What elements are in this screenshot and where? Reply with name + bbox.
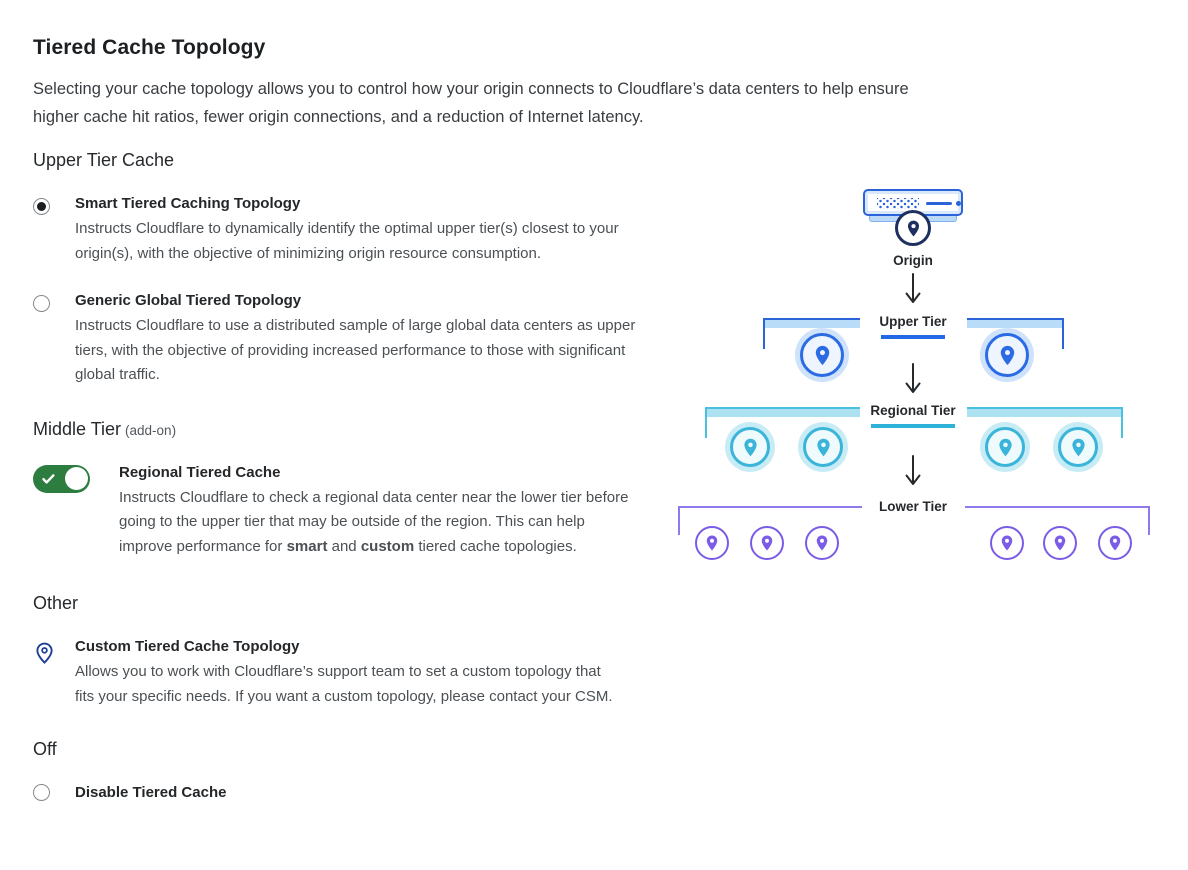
upper-tier-label: Upper Tier — [879, 314, 947, 329]
datacenter-pin-icon — [695, 526, 729, 560]
regional-tier-underline — [871, 424, 955, 428]
description-bold-custom: custom — [360, 537, 415, 555]
option-disable-tiered-cache[interactable] — [33, 784, 678, 801]
datacenter-pin-icon — [805, 526, 839, 560]
option-description: Instructs Cloudflare to use a distributed sample of large global data centers as upper tiers, with the objective of providing increased performance to those with significant global traffic. — [75, 317, 636, 383]
option-custom-tiered-cache[interactable] — [33, 638, 678, 709]
option-smart-tiered-caching[interactable] — [33, 195, 678, 266]
description-text: Instructs Cloudflare to check a regional data center near the lower tier before going to the upper tier that may be outside of the region. This can help improve performance for — [119, 488, 629, 555]
arrow-down-icon — [904, 273, 922, 309]
regional-tiered-cache-toggle[interactable] — [33, 465, 90, 493]
datacenter-pin-icon — [750, 526, 784, 560]
option-title: Regional Tiered Cache — [119, 463, 281, 481]
radio-disable-tiered-cache[interactable] — [33, 784, 50, 801]
datacenter-pin-icon — [990, 526, 1024, 560]
section-middle-tier — [33, 419, 678, 440]
datacenter-pin-icon — [800, 333, 844, 377]
check-icon — [42, 472, 55, 490]
description-text: and — [327, 537, 361, 555]
page-title: Tiered Cache Topology — [33, 36, 266, 59]
section-other: Other — [33, 593, 79, 613]
datacenter-pin-icon — [1058, 427, 1098, 467]
option-text — [119, 464, 678, 560]
origin-label: Origin — [893, 253, 933, 268]
page-header — [33, 36, 943, 131]
description-bold-smart: smart — [286, 537, 328, 555]
datacenter-pin-icon — [1043, 526, 1077, 560]
upper-tier-underline — [881, 335, 945, 339]
topology-diagram — [678, 183, 1160, 567]
origin-pin-icon — [895, 210, 931, 246]
option-title: Disable Tiered Cache — [75, 784, 227, 801]
option-title: Smart Tiered Caching Topology — [75, 195, 301, 212]
datacenter-pin-icon — [730, 427, 770, 467]
location-pin-icon — [35, 642, 75, 709]
radio-generic-global-tiered[interactable] — [33, 295, 50, 312]
arrow-down-icon — [904, 455, 922, 491]
option-description: Allows you to work with Cloudflare’s support team to set a custom topology that fits your specific needs. If you want a custom topology, please contact your CSM. — [75, 663, 613, 705]
arrow-down-icon — [904, 363, 922, 399]
datacenter-pin-icon — [1098, 526, 1132, 560]
option-description — [119, 486, 641, 560]
regional-tier-label: Regional Tier — [870, 403, 956, 418]
server-line — [926, 202, 952, 205]
toggle-knob — [65, 467, 88, 490]
section-upper-tier-cache: Upper Tier Cache — [33, 150, 175, 170]
section-middle-tier-label: Middle Tier — [33, 418, 122, 439]
page-description: Selecting your cache topology allows you to control how your origin connects to Cloudflare’s data centers to help ensure higher cache hit ratios, fewer origin connections, and a reduction of Internet latency. — [33, 80, 909, 126]
server-led — [956, 201, 961, 206]
option-text — [75, 638, 678, 709]
server-dots — [877, 198, 919, 209]
datacenter-pin-icon — [803, 427, 843, 467]
radio-smart-tiered-caching[interactable] — [33, 198, 50, 215]
section-middle-tier-suffix: (add-on) — [125, 422, 177, 438]
option-description: Instructs Cloudflare to dynamically identify the optimal upper tier(s) closest to your origin(s), with the objective of minimizing origin resource consumption. — [75, 220, 619, 262]
section-off: Off — [33, 739, 57, 759]
option-title: Generic Global Tiered Topology — [75, 292, 302, 309]
option-regional-tiered-cache — [33, 464, 678, 560]
datacenter-pin-icon — [985, 333, 1029, 377]
datacenter-pin-icon — [985, 427, 1025, 467]
lower-tier-label: Lower Tier — [878, 499, 948, 514]
option-title: Custom Tiered Cache Topology — [75, 638, 300, 655]
cache-topology-options — [33, 150, 678, 801]
description-text: tiered cache topologies. — [414, 537, 577, 555]
option-text — [75, 195, 678, 266]
option-generic-global-tiered[interactable] — [33, 292, 678, 388]
option-text — [75, 292, 678, 388]
